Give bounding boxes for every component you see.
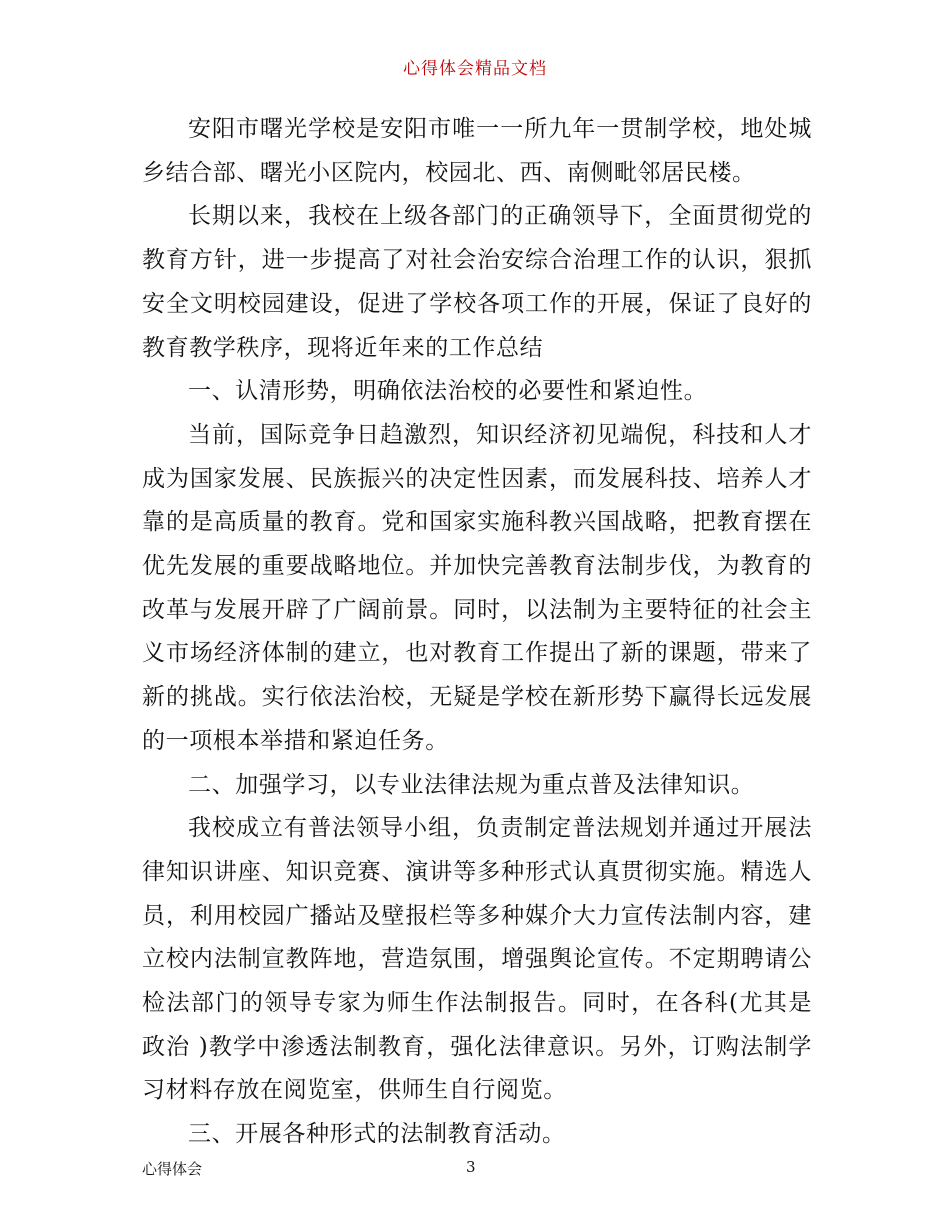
document-header: 心得体会精品文档 xyxy=(403,59,547,79)
paragraph-school-intro: 安阳市曙光学校是安阳市唯一一所九年一贯制学校，地处城乡结合部、曙光小区院内，校园北、西、南侧毗邻居民楼。 xyxy=(142,116,812,186)
section-heading-3: 三、开展各种形式的法制教育活动。 xyxy=(188,1121,566,1148)
paragraph-legal-study: 我校成立有普法领导小组，负责制定普法规划并通过开展法律知识讲座、知识竞赛、演讲等多种形式认真贯彻实施。精选人员，利用校园广播站及壁报栏等多种媒介大力宣传法制内容，建立校内法制宣教阵地，营造氛围，增强舆论宣传。不定期聘请公检法部门的领导专家为师生作法制报告。同时，在各科(尤其是政治 )教学中渗透法制教育，强化法律意识。另外，订购法制学习材料存放在阅览室，供师生自行阅览。 xyxy=(142,815,812,1104)
section-heading-1: 一、认清形势，明确依法治校的必要性和紧迫性。 xyxy=(188,378,708,405)
section-heading-2: 二、加强学习，以专业法律法规为重点普及法律知识。 xyxy=(188,771,755,798)
page-number: 3 xyxy=(466,1158,476,1176)
paragraph-situation: 当前，国际竞争日趋激烈，知识经济初见端倪，科技和人才成为国家发展、民族振兴的决定性因素，而发展科技、培养人才靠的是高质量的教育。党和国家实施科教兴国战略，把教育摆在优先发展的重要战略地位。并加快完善教育法制步伐，为教育的改革与发展开辟了广阔前景。同时，以法制为主要特征的社会主义市场经济体制的建立，也对教育工作提出了新的课题，带来了新的挑战。实行依法治校，无疑是学校在新形势下赢得长远发展的一项根本举措和紧迫任务。 xyxy=(142,421,812,754)
footer-label: 心得体会 xyxy=(142,1160,203,1178)
document-body xyxy=(142,108,812,1157)
paragraph-summary-intro: 长期以来，我校在上级各部门的正确领导下，全面贯彻党的教育方针，进一步提高了对社会治安综合治理工作的认识，狠抓安全文明校园建设，促进了学校各项工作的开展，保证了良好的教育教学秩序，现将近年来的工作总结 xyxy=(142,203,812,361)
